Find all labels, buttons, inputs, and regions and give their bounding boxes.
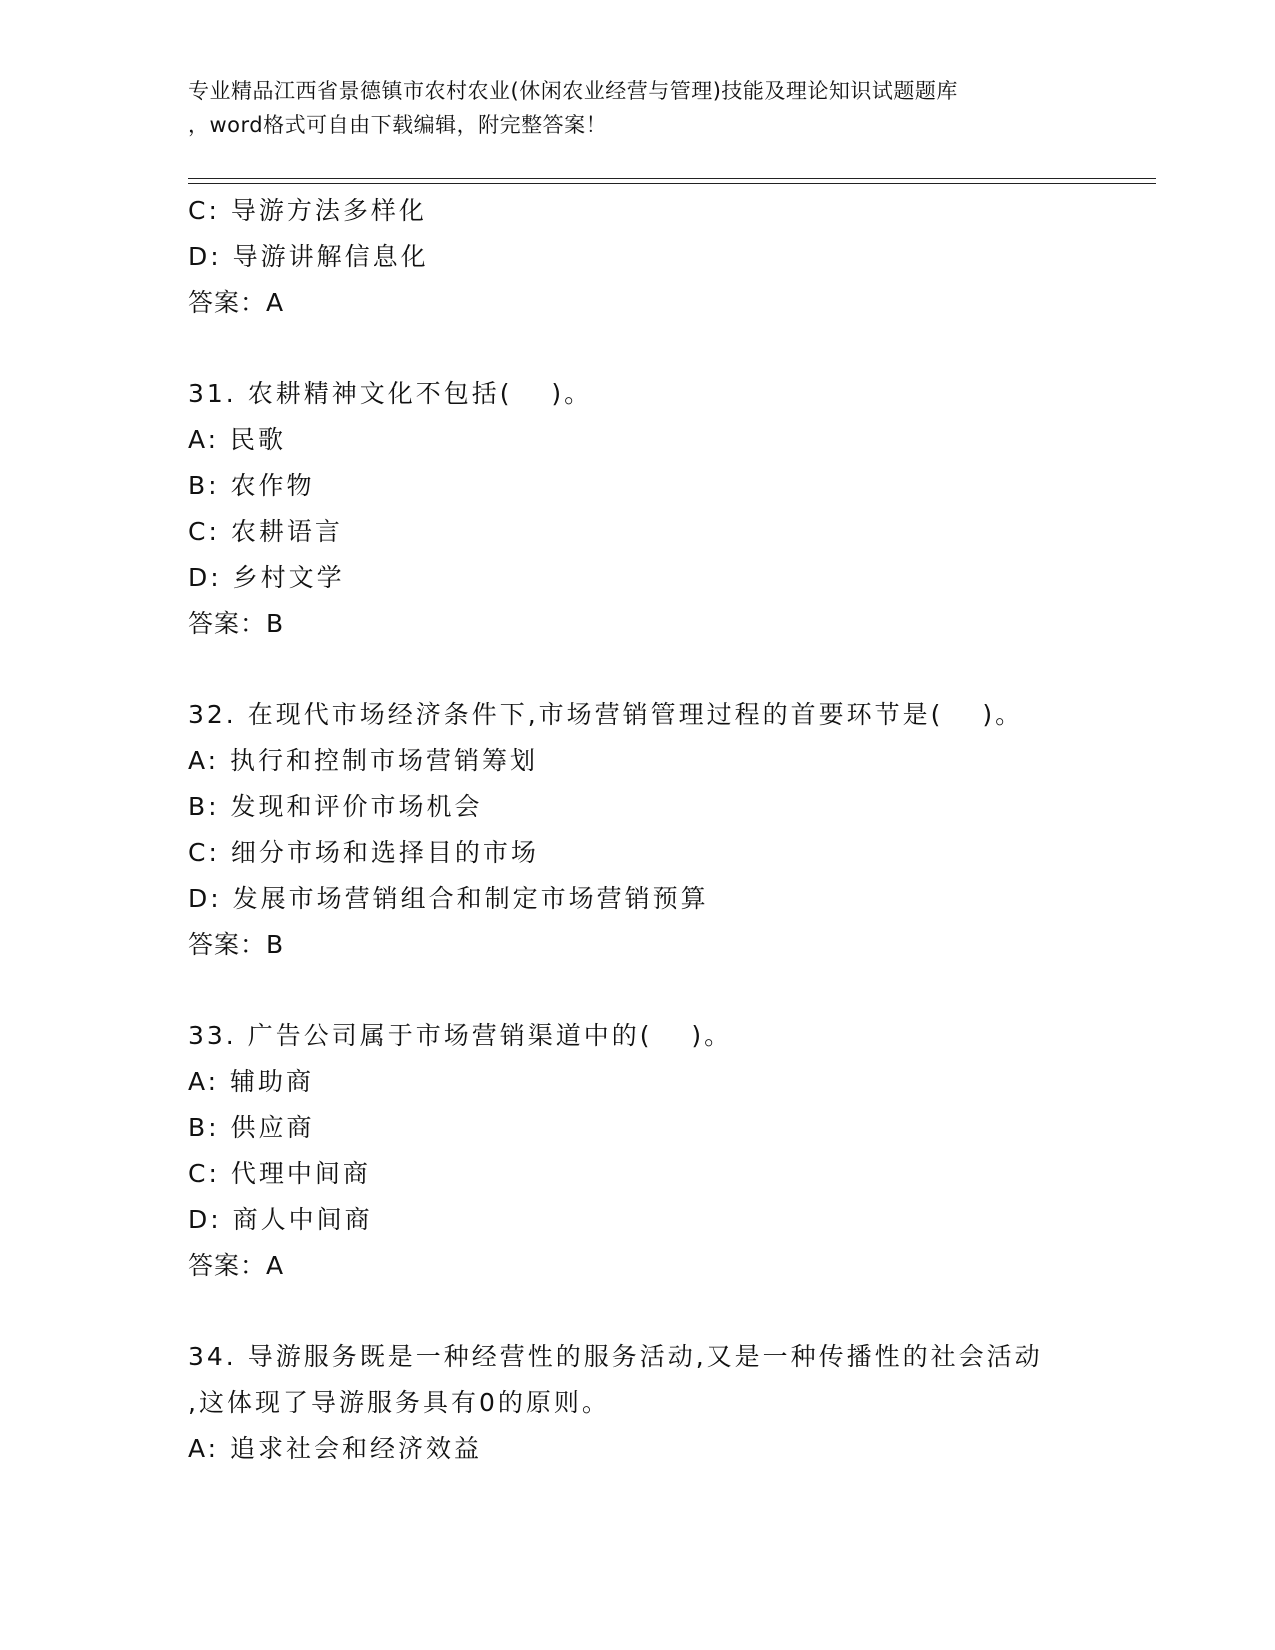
previous-question-tail: [188, 188, 1148, 326]
header-title-line-1: 专业精品江西省景德镇市农村农业(休闲农业经营与管理)技能及理论知识试题题库: [188, 79, 958, 103]
answer-line: 答案：A: [188, 288, 285, 317]
answer-line: 答案：B: [188, 930, 285, 959]
option-a: A: 追求社会和经济效益: [188, 1434, 483, 1463]
answer-line: 答案：B: [188, 609, 285, 638]
question-31: [188, 371, 1148, 647]
question-stem: 31. 农耕精神文化不包括( )。: [188, 379, 593, 408]
question-stem: 33. 广告公司属于市场营销渠道中的( )。: [188, 1021, 733, 1050]
document-header: [188, 74, 1118, 142]
question-spacer: [188, 647, 1148, 692]
option-c: C: 农耕语言: [188, 517, 343, 546]
option-a: A: 辅助商: [188, 1067, 315, 1096]
option-b: B: 供应商: [188, 1113, 315, 1142]
option-a: A: 民歌: [188, 425, 287, 454]
question-32: [188, 692, 1148, 968]
option-d: D: 发展市场营销组合和制定市场营销预算: [188, 884, 709, 913]
header-divider-bottom: [188, 183, 1156, 184]
question-spacer: [188, 326, 1148, 371]
option-b: B: 农作物: [188, 471, 315, 500]
option-d: D: 商人中间商: [188, 1205, 373, 1234]
question-stem-line-1: 34. 导游服务既是一种经营性的服务活动,又是一种传播性的社会活动: [188, 1342, 1043, 1371]
header-divider-top: [188, 178, 1156, 179]
option-c: C: 导游方法多样化: [188, 196, 427, 225]
option-c: C: 细分市场和选择目的市场: [188, 838, 539, 867]
option-d: D: 乡村文学: [188, 563, 345, 592]
question-33: [188, 1013, 1148, 1289]
header-title-line-2: ，word格式可自由下载编辑，附完整答案！: [188, 113, 608, 137]
option-a: A: 执行和控制市场营销筹划: [188, 746, 539, 775]
question-spacer: [188, 1289, 1148, 1334]
question-stem: 32. 在现代市场经济条件下,市场营销管理过程的首要环节是( )。: [188, 700, 1024, 729]
answer-line: 答案：A: [188, 1251, 285, 1280]
option-c: C: 代理中间商: [188, 1159, 371, 1188]
question-spacer: [188, 968, 1148, 1013]
option-b: B: 发现和评价市场机会: [188, 792, 483, 821]
question-34: [188, 1334, 1148, 1472]
option-d: D: 导游讲解信息化: [188, 242, 429, 271]
question-stem-line-2: ,这体现了导游服务具有0的原则。: [188, 1388, 610, 1417]
question-list: [188, 188, 1148, 1472]
